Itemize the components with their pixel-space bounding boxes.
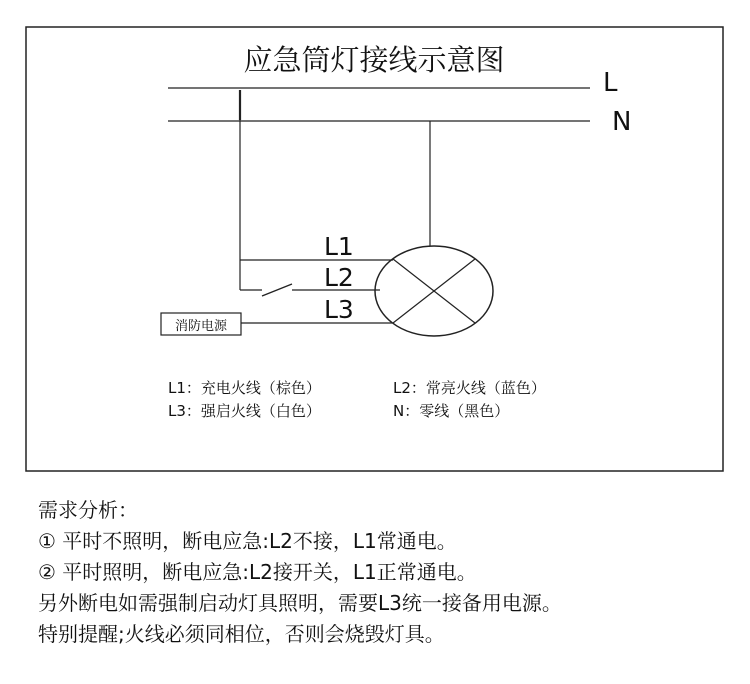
fire-power-label: 消防电源: [174, 319, 228, 334]
notes-item-3: 另外断电如需强制启动灯具照明，需要L3统一接备用电源。: [38, 591, 562, 615]
l1-label: L1: [324, 232, 354, 261]
notes-item-1: ① 平时不照明，断电应急:L2不接，L1常通电。: [38, 529, 457, 553]
legend-n: N：零线（黑色）: [393, 402, 510, 420]
notes-item-4: 特别提醒;火线必须同相位，否则会烧毁灯具。: [38, 622, 445, 646]
legend-l1: L1：充电火线（棕色）: [168, 379, 321, 397]
l3-label: L3: [324, 295, 354, 324]
legend-l3: L3：强启火线（白色）: [168, 402, 321, 420]
lamp-icon: [375, 246, 493, 336]
neutral-label: N: [612, 107, 632, 137]
notes-item-2: ② 平时照明，断电应急:L2接开关，L1正常通电。: [38, 560, 477, 584]
legend-l2: L2：常亮火线（蓝色）: [393, 379, 546, 397]
diagram-title: 应急筒灯接线示意图: [243, 43, 505, 77]
live-label: L: [603, 68, 618, 98]
notes-heading: 需求分析：: [38, 498, 138, 522]
switch-blade: [262, 284, 292, 296]
requirement-notes: [38, 495, 738, 650]
diagram-frame: [26, 27, 723, 471]
l2-label: L2: [324, 263, 354, 292]
